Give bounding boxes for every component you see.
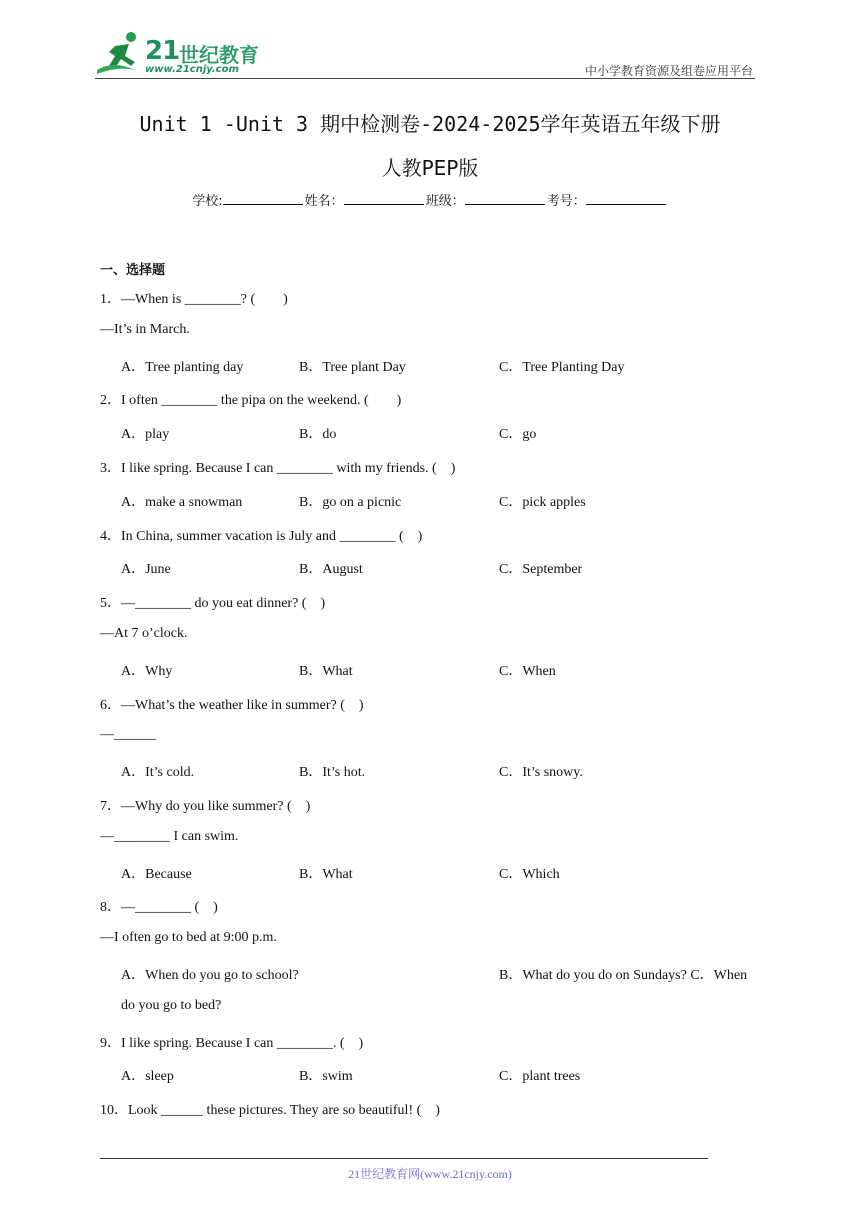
question-text: —______ [100,727,156,743]
question-text: 7．—Why do you like summer? ( ) [100,799,311,814]
answer-option: C．plant trees [499,1069,581,1085]
document-title: Unit 1 -Unit 3 期中检测卷-2024-2025学年英语五年级下册 [139,112,721,136]
answer-option: A．play [121,427,170,443]
class-label: 班级： [425,194,465,209]
logo-url: www.21cnjy.com [145,64,239,75]
answer-option: B．What do you do on Sundays? C．When [499,968,748,983]
section-title: 一、选择题 [100,263,166,278]
answer-option: C．Tree Planting Day [499,359,625,375]
exam-number-blank[interactable] [586,192,666,205]
answer-option: B．go on a picnic [299,494,402,510]
answer-option: C．September [499,562,583,578]
school-label: 学校: [192,194,223,209]
question-text: 10．Look ______ these pictures. They are so beautiful! ( ) [100,1103,440,1119]
answer-option: C．go [499,427,537,443]
question-text: 8．—________ ( ) [100,900,218,916]
answer-option: B．What [299,663,353,679]
answer-option: A．Tree planting day [121,359,244,375]
question-text: —I often go to bed at 9:00 p.m. [100,930,277,946]
answer-option: B．It’s hot. [299,765,366,781]
answer-option: C．Which [499,866,560,882]
answer-option: C．When [499,663,556,679]
question-text: 1．—When is ________? ( ) [100,292,288,307]
answer-option: A．Because [121,866,192,882]
name-label: 姓名： [304,194,344,209]
site-logo [95,30,265,78]
answer-option-continued: do you go to bed? [121,997,222,1013]
question-text: 9．I like spring. Because I can ________. ( ) [100,1035,364,1051]
answer-option: C．pick apples [499,494,586,510]
footer-text: 21世纪教育网(www.21cnjy.com) [348,1167,512,1181]
answer-option: B．do [299,427,337,443]
answer-option: A．When do you go to school? [121,968,299,983]
running-man-logo-icon [95,30,147,76]
name-blank[interactable] [344,192,424,205]
school-blank[interactable] [223,192,303,205]
answer-option: B．Tree plant Day [299,359,406,375]
logo-number: 21 [145,36,180,66]
answer-option: A．Why [121,663,173,679]
question-text: —At 7 o’clock. [100,626,188,641]
answer-option: B．What [299,866,353,882]
question-text: 2．I often ________ the pipa on the weekend. ( ) [100,393,402,409]
answer-option: A．sleep [121,1069,174,1085]
question-text: —It’s in March. [100,321,190,337]
answer-option: A．It’s cold. [121,765,195,781]
answer-option: B．August [299,562,363,578]
answer-option: A．June [121,562,171,578]
question-text: 5．—________ do you eat dinner? ( ) [100,596,326,612]
page-header [95,30,755,78]
logo-text: 世纪教育 [179,43,259,67]
exam-number-label: 考号： [546,194,586,209]
question-text: —________ I can swim. [100,828,239,844]
answer-option: A．make a snowman [121,494,243,510]
document-subtitle: 人教PEP版 [381,156,479,180]
class-blank[interactable] [465,192,545,205]
footer-divider [100,1158,708,1159]
question-text: 4．In China, summer vacation is July and ________ ( ) [100,528,423,544]
answer-option: C．It’s snowy. [499,765,583,781]
platform-name: 中小学教育资源及组卷应用平台 [584,64,753,78]
header-divider [95,78,755,79]
student-info-line [0,190,860,209]
question-text: 6．—What’s the weather like in summer? ( ) [100,697,364,713]
question-text: 3．I like spring. Because I can ________ with my friends. ( ) [100,461,456,476]
answer-option: B．swim [299,1069,353,1085]
